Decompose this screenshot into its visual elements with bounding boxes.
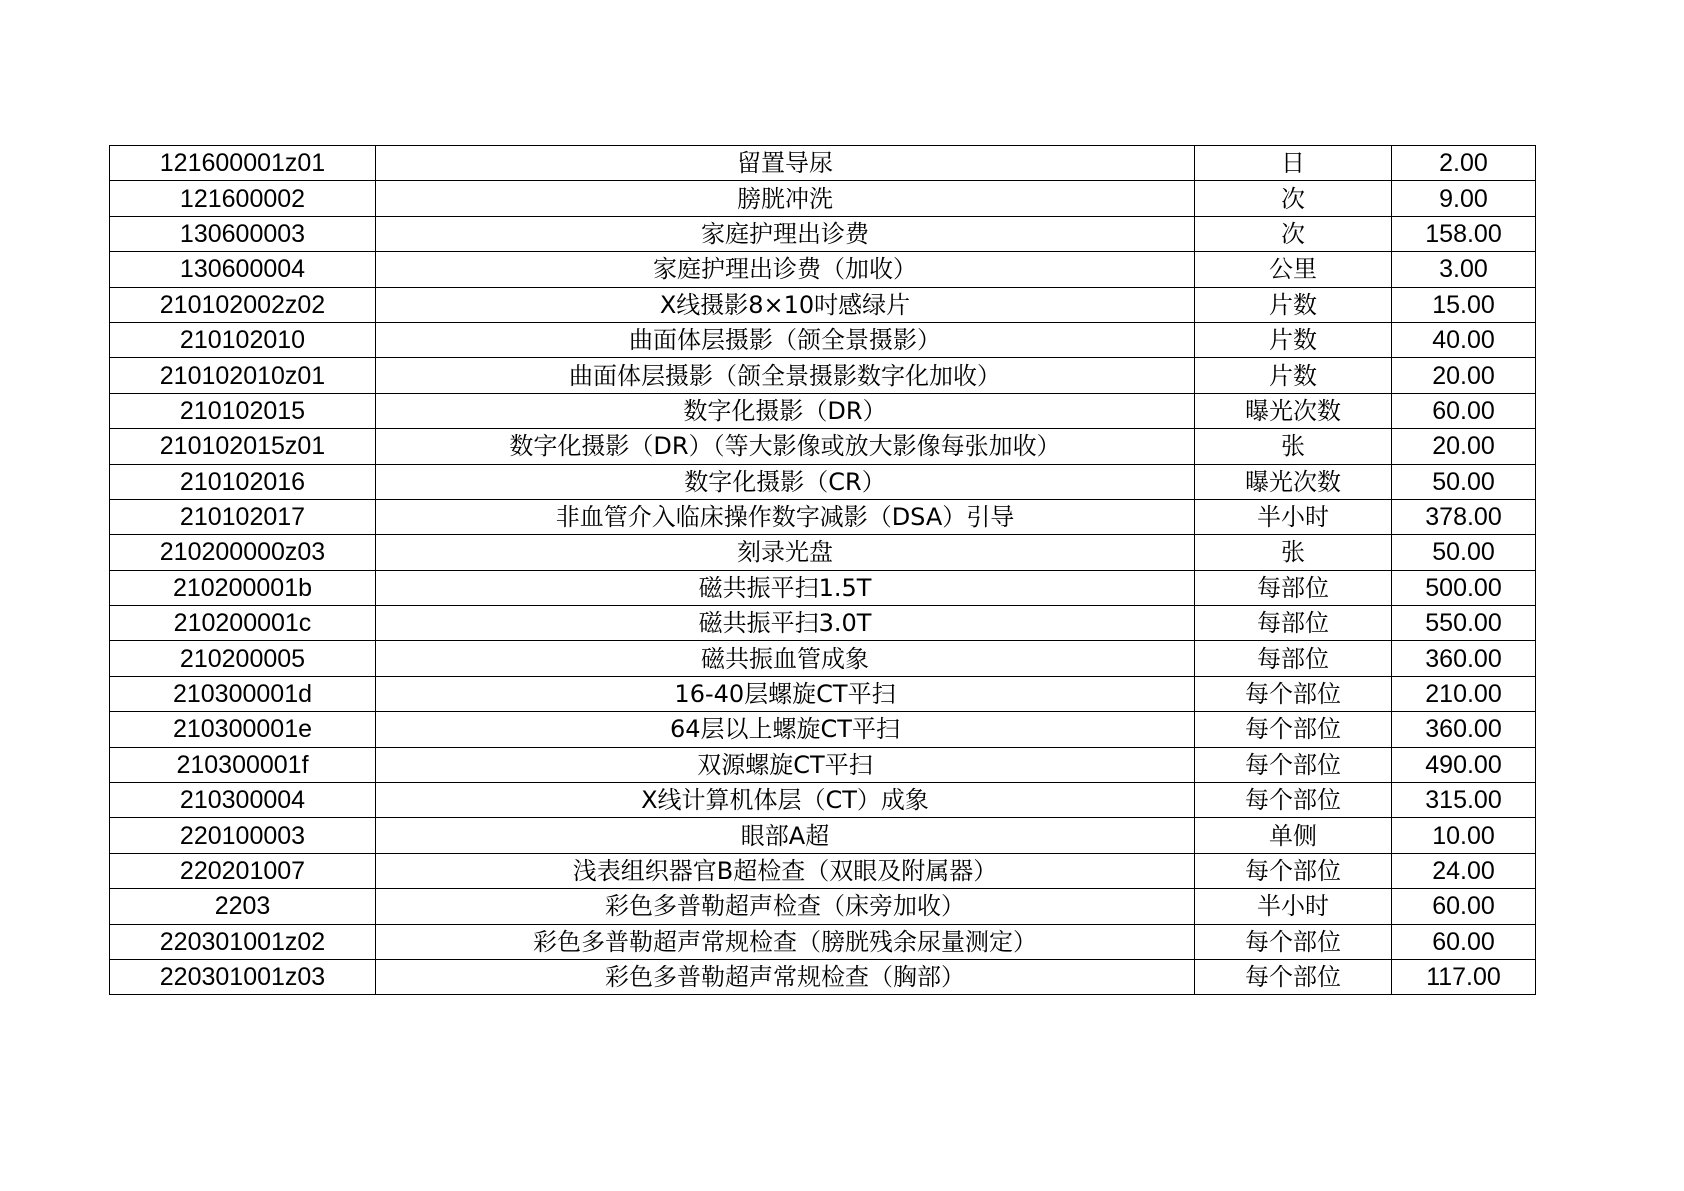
price-cell: 360.00 <box>1392 641 1536 676</box>
item-name-cell: 曲面体层摄影（颌全景摄影数字化加收） <box>376 358 1195 393</box>
table-row <box>110 146 1536 181</box>
price-cell: 24.00 <box>1392 853 1536 888</box>
table-row <box>110 959 1536 994</box>
item-name-cell: 眼部A超 <box>376 818 1195 853</box>
item-name-cell: X线摄影8×10吋感绿片 <box>376 287 1195 322</box>
item-name-cell: 非血管介入临床操作数字减影（DSA）引导 <box>376 499 1195 534</box>
item-code-cell: 210200005 <box>110 641 376 676</box>
unit-cell: 次 <box>1195 181 1392 216</box>
item-code-cell: 220301001z03 <box>110 959 376 994</box>
price-cell: 60.00 <box>1392 889 1536 924</box>
unit-cell: 片数 <box>1195 287 1392 322</box>
table-row <box>110 570 1536 605</box>
unit-cell: 单侧 <box>1195 818 1392 853</box>
price-cell: 315.00 <box>1392 783 1536 818</box>
table-row <box>110 924 1536 959</box>
unit-cell: 片数 <box>1195 322 1392 357</box>
table-row <box>110 641 1536 676</box>
unit-cell: 日 <box>1195 146 1392 181</box>
item-code-cell: 130600003 <box>110 216 376 251</box>
price-cell: 60.00 <box>1392 393 1536 428</box>
price-table <box>109 145 1536 995</box>
table-row <box>110 783 1536 818</box>
item-name-cell: 彩色多普勒超声检查（床旁加收） <box>376 889 1195 924</box>
unit-cell: 曝光次数 <box>1195 464 1392 499</box>
item-code-cell: 220201007 <box>110 853 376 888</box>
price-table-body <box>110 146 1536 995</box>
item-code-cell: 130600004 <box>110 252 376 287</box>
item-code-cell: 210102015z01 <box>110 429 376 464</box>
unit-cell: 公里 <box>1195 252 1392 287</box>
item-name-cell: 彩色多普勒超声常规检查（胸部） <box>376 959 1195 994</box>
unit-cell: 半小时 <box>1195 499 1392 534</box>
item-name-cell: 双源螺旋CT平扫 <box>376 747 1195 782</box>
price-cell: 550.00 <box>1392 606 1536 641</box>
item-name-cell: 数字化摄影（CR） <box>376 464 1195 499</box>
table-row <box>110 676 1536 711</box>
item-code-cell: 210200001b <box>110 570 376 605</box>
unit-cell: 片数 <box>1195 358 1392 393</box>
item-code-cell: 210300001d <box>110 676 376 711</box>
item-name-cell: 家庭护理出诊费 <box>376 216 1195 251</box>
item-name-cell: 留置导尿 <box>376 146 1195 181</box>
item-code-cell: 210102015 <box>110 393 376 428</box>
unit-cell: 每部位 <box>1195 641 1392 676</box>
item-name-cell: 数字化摄影（DR）（等大影像或放大影像每张加收） <box>376 429 1195 464</box>
price-cell: 500.00 <box>1392 570 1536 605</box>
item-code-cell: 210102016 <box>110 464 376 499</box>
table-row <box>110 889 1536 924</box>
item-name-cell: 刻录光盘 <box>376 535 1195 570</box>
item-code-cell: 210102010z01 <box>110 358 376 393</box>
item-code-cell: 121600001z01 <box>110 146 376 181</box>
table-row <box>110 252 1536 287</box>
table-row <box>110 429 1536 464</box>
item-code-cell: 210102010 <box>110 322 376 357</box>
unit-cell: 曝光次数 <box>1195 393 1392 428</box>
table-row <box>110 393 1536 428</box>
price-cell: 50.00 <box>1392 535 1536 570</box>
unit-cell: 每部位 <box>1195 606 1392 641</box>
table-row <box>110 606 1536 641</box>
price-cell: 20.00 <box>1392 429 1536 464</box>
item-name-cell: 彩色多普勒超声常规检查（膀胱残余尿量测定） <box>376 924 1195 959</box>
table-row <box>110 712 1536 747</box>
price-cell: 60.00 <box>1392 924 1536 959</box>
price-cell: 117.00 <box>1392 959 1536 994</box>
item-code-cell: 210200000z03 <box>110 535 376 570</box>
unit-cell: 每个部位 <box>1195 747 1392 782</box>
price-cell: 158.00 <box>1392 216 1536 251</box>
price-cell: 210.00 <box>1392 676 1536 711</box>
item-name-cell: 16-40层螺旋CT平扫 <box>376 676 1195 711</box>
item-name-cell: 膀胱冲洗 <box>376 181 1195 216</box>
item-name-cell: 磁共振血管成象 <box>376 641 1195 676</box>
price-cell: 50.00 <box>1392 464 1536 499</box>
table-row <box>110 853 1536 888</box>
item-code-cell: 210102017 <box>110 499 376 534</box>
table-row <box>110 747 1536 782</box>
price-cell: 9.00 <box>1392 181 1536 216</box>
table-row <box>110 181 1536 216</box>
item-name-cell: 浅表组织器官B超检查（双眼及附属器） <box>376 853 1195 888</box>
unit-cell: 每个部位 <box>1195 783 1392 818</box>
price-cell: 378.00 <box>1392 499 1536 534</box>
unit-cell: 次 <box>1195 216 1392 251</box>
table-row <box>110 535 1536 570</box>
table-row <box>110 216 1536 251</box>
unit-cell: 每个部位 <box>1195 712 1392 747</box>
unit-cell: 张 <box>1195 535 1392 570</box>
table-row <box>110 464 1536 499</box>
price-cell: 15.00 <box>1392 287 1536 322</box>
price-cell: 360.00 <box>1392 712 1536 747</box>
price-cell: 3.00 <box>1392 252 1536 287</box>
table-row <box>110 499 1536 534</box>
item-code-cell: 210300001f <box>110 747 376 782</box>
item-code-cell: 210300001e <box>110 712 376 747</box>
unit-cell: 每个部位 <box>1195 853 1392 888</box>
price-cell: 490.00 <box>1392 747 1536 782</box>
item-code-cell: 210300004 <box>110 783 376 818</box>
item-name-cell: X线计算机体层（CT）成象 <box>376 783 1195 818</box>
price-cell: 20.00 <box>1392 358 1536 393</box>
item-code-cell: 220100003 <box>110 818 376 853</box>
table-row <box>110 287 1536 322</box>
item-code-cell: 2203 <box>110 889 376 924</box>
item-name-cell: 家庭护理出诊费（加收） <box>376 252 1195 287</box>
item-name-cell: 曲面体层摄影（颌全景摄影） <box>376 322 1195 357</box>
table-row <box>110 818 1536 853</box>
price-cell: 2.00 <box>1392 146 1536 181</box>
price-cell: 40.00 <box>1392 322 1536 357</box>
unit-cell: 每个部位 <box>1195 924 1392 959</box>
table-row <box>110 358 1536 393</box>
unit-cell: 每个部位 <box>1195 959 1392 994</box>
unit-cell: 每个部位 <box>1195 676 1392 711</box>
unit-cell: 半小时 <box>1195 889 1392 924</box>
unit-cell: 张 <box>1195 429 1392 464</box>
item-code-cell: 210102002z02 <box>110 287 376 322</box>
item-name-cell: 磁共振平扫3.0T <box>376 606 1195 641</box>
table-row <box>110 322 1536 357</box>
price-cell: 10.00 <box>1392 818 1536 853</box>
item-code-cell: 220301001z02 <box>110 924 376 959</box>
item-name-cell: 64层以上螺旋CT平扫 <box>376 712 1195 747</box>
item-code-cell: 210200001c <box>110 606 376 641</box>
item-name-cell: 磁共振平扫1.5T <box>376 570 1195 605</box>
item-name-cell: 数字化摄影（DR） <box>376 393 1195 428</box>
item-code-cell: 121600002 <box>110 181 376 216</box>
unit-cell: 每部位 <box>1195 570 1392 605</box>
